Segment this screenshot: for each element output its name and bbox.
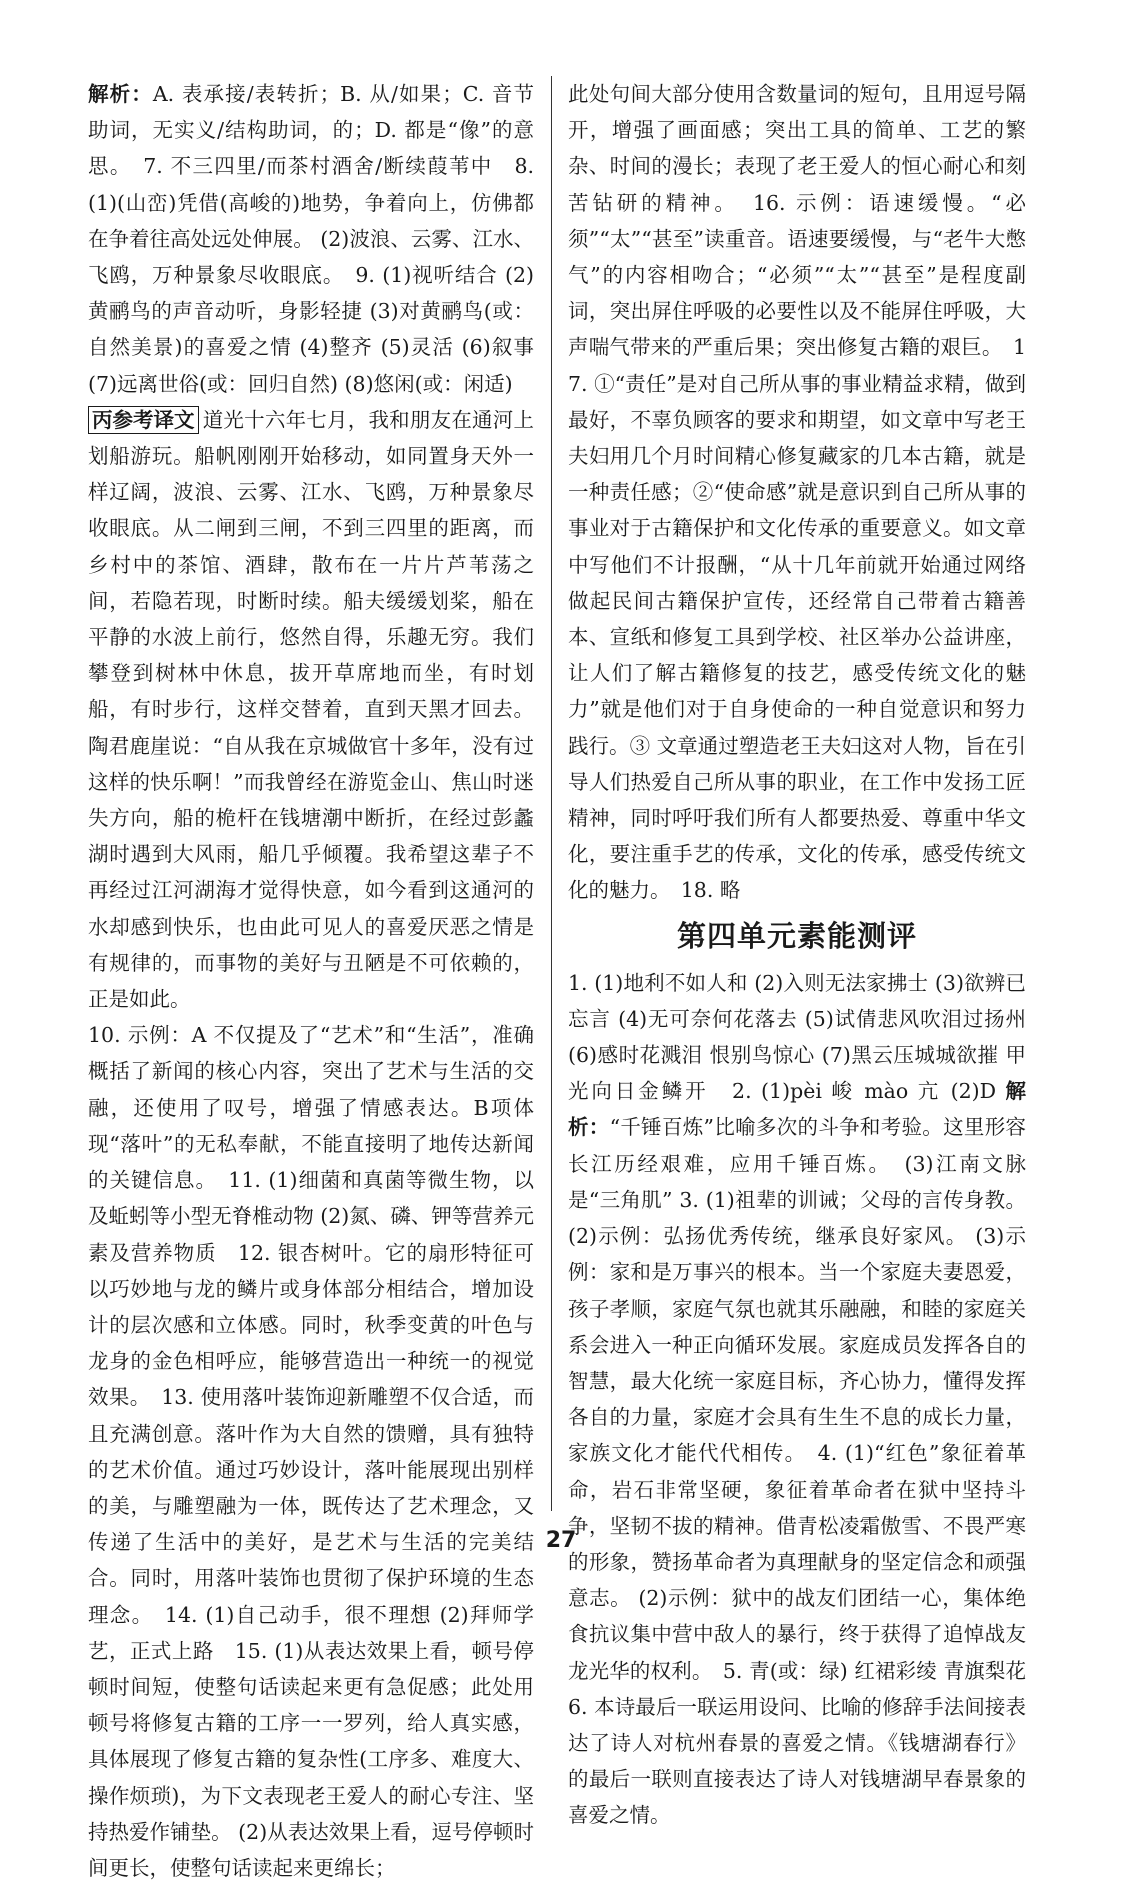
answer-9: 9. (1)视听结合 (2)黄鹂鸟的声音动听，身影轻捷 (3)对黄鹂鸟(或：自然美景)的喜爱之情 (4)整齐 (5)灵活 (6)叙事 (7)远离世俗(或：回归自然) (8)悠闲(或：闲适) — [88, 263, 535, 396]
unit-answer-block — [568, 965, 1026, 1834]
unit-answer-1: 1. (1)地利不如人和 (2)入则无法家拂士 (3)欲辨已忘言 (4)无可奈何花落去 (5)试倩悲风吹泪过扬州 (6)感时花溅泪 恨别鸟惊心 (7)黑云压城城欲摧 甲光向日金鳞开 — [568, 970, 1026, 1104]
unit-answer-4: 4. (1)“红色”象征着革命，岩石非常坚硬，象征着革命者在狱中坚持斗争，坚韧不拔的精神。借青松凌霜傲雪、不畏严寒的形象，赞扬革命者为真理献身的坚定信念和顽强意志。 (2)示例：狱中的战友们团结一心，集体绝食抗议集中营中敌人的暴行，终于获得了追悼战友龙光华的权利。 — [568, 1441, 1027, 1683]
answer-14: 14. (1)自己动手，很不理想 (2)拜师学艺，正式上路 — [88, 1602, 534, 1663]
section-title: 第四单元素能测评 — [676, 918, 917, 953]
unit-answer-3: 3. (1)祖辈的训诫；父母的言传身教。 (2)示例：弘扬优秀传统，继承良好家风。 (3)示例：家和是万事兴的根本。当一个家庭夫妻恩爱，孩子孝顺，家庭气氛也就其乐融融，和睦的家庭关系会进入一种正向循环发展。家庭成员发挥各自的智慧，最大化统一家庭目标，齐心协力，懂得发挥各自的力量，家庭才会具有生生不息的成长力量，家族文化才能代代相传。 — [568, 1187, 1026, 1466]
answer-15-continued: 此处句间大部分使用含数量词的短句，且用逗号隔开，增强了画面感；突出工具的简单、工艺的繁杂、时间的漫长；表现了老王爱人的恒心耐心和刻苦钻研的精神。 — [568, 82, 1026, 215]
answer-17: 17. ①“责任”是对自己所从事的事业精益求精，做到最好，不辜负顾客的要求和期望，如文章中写老王夫妇用几个月时间精心修复藏家的几本古籍，就是一种责任感；②“使命感”就是意识到自己所从事的事业对于古籍保护和文化传承的重要意义。如文章中写他们不计报酬，“从十几年前就开始通过网络做起民间古籍保护宣传，还经常自己带着古籍善本、宣纸和修复工具到学校、社区举办公益讲座，让人们了解古籍修复的技艺，感受传统文化的魅力”就是他们对于自身使命的一种自觉意识和努力践行。③ 文章通过塑造老王夫妇这对人物，旨在引导人们热爱自己所从事的职业，在工作中发扬工匠精神，同时呼吁我们所有人都要热爱、尊重中华文化，要注重手艺的传承，文化的传承，感受传统文化的魅力。 — [568, 335, 1027, 903]
right-column — [568, 76, 1026, 1834]
answer-block-analysis — [88, 76, 534, 402]
analysis-text: A. 表承接/表转折；B. 从/如果；C. 音节助词，无实义/结构助词，的；D. 都是“像”的意思。 — [88, 82, 534, 179]
unit-answer-6: 6. 本诗最后一联运用设问、比喻的修辞手法间接表达了诗人对杭州春景的喜爱之情。《钱塘湖春行》的最后一联则直接表达了诗人对钱塘湖早春景象的喜爱之情。 — [568, 1694, 1026, 1828]
answer-7: 7. 不三四里/而茶村酒舍/断续葭苇中 — [143, 154, 493, 179]
translation-block — [88, 402, 534, 1017]
translation-text: 道光十六年七月，我和朋友在通河上划船游玩。船帆刚刚开始移动，如同置身天外一样辽阔，波浪、云雾、江水、飞鸥，万种景象尽收眼底。从二闸到三闸，不到三四里的距离，而乡村中的茶馆、酒肆，散布在一片片芦苇荡之间，若隐若现，时断时续。船夫缓缓划桨，船在平静的水波上前行，悠然自得，乐趣无穷。我们攀登到树林中休息，拔开草席地而坐，有时划船，有时步行，这样交替着，直到天黑才回去。陶君鹿崖说：“自从我在京城做官十多年，没有过这样的快乐啊！”而我曾经在游览金山、焦山时迷失方向，船的桅杆在钱塘潮中断折，在经过彭蠡湖时遇到大风雨，船几乎倾覆。我希望这辈子不再经过江河湖海才觉得快意，如今看到这通河的水却感到快乐，也由此可见人的喜爱厌恶之情是有规律的，而事物的美好与丑陋是不可依赖的，正是如此。 — [88, 407, 534, 1012]
unit-answer-2-analysis: “千锤百炼”比喻多次的斗争和考验。这里形容长江历经艰难，应用千锤百炼。 — [568, 1115, 1026, 1176]
answer-block-15-18 — [568, 76, 1026, 909]
translation-tag: 丙参考译文 — [88, 406, 199, 434]
answer-16: 16. 示例：语速缓慢。“必须”“太”“甚至”读重音。语速要缓慢，与“老牛大憋气”的内容相吻合；“必须”“太”“甚至”是程度副词，突出屏住呼吸的必要性以及不能屏住呼吸，大声喘气带来的严重后果；突出修复古籍的艰巨。 — [568, 190, 1027, 360]
page-number: 27 — [545, 1528, 577, 1553]
answer-15: 15. (1)从表达效果上看，顿号停顿时间短，使整句话读起来更有急促感；此处用顿号将修复古籍的工序一一罗列，给人真实感，具体展现了修复古籍的复杂性(工序多、难度大、操作烦琐)，为下文表现老王爱人的耐心专注、坚持热爱作铺垫。 (2)从表达效果上看，逗号停顿时间更长，使整句话读起来更绵长； — [88, 1638, 535, 1880]
answer-10: 10. 示例：A 不仅提及了“艺术”和“生活”，准确概括了新闻的核心内容，突出了艺术与生活的交融，还使用了叹号，增强了情感表达。B项体现“落叶”的无私奉献，不能直接明了地传达新闻的关键信息。 — [88, 1023, 534, 1193]
answer-12: 12. 银杏树叶。它的扇形特征可以巧妙地与龙的鳞片或身体部分相结合，增加设计的层次感和立体感。同时，秋季变黄的叶色与龙身的金色相呼应，能够营造出一种统一的视觉效果。 — [88, 1240, 535, 1410]
unit-answer-2-analysis-label: 解析： — [568, 1079, 1027, 1140]
analysis-label: 解析： — [88, 82, 153, 106]
answer-11: 11. (1)细菌和真菌等微生物，以及蚯蚓等小型无脊椎动物 (2)氮、磷、钾等营养元素及营养物质 — [88, 1168, 535, 1265]
unit-answer-2-part-3: (3)江南文脉是“三角肌” — [568, 1151, 1027, 1212]
answer-8: 8. (1)(山峦)凭借(高峻的)地势，争着向上，仿佛都在争着往高处远处伸展。 (2)波浪、云雾、江水、飞鸥，万种景象尽收眼底。 — [88, 154, 535, 288]
unit-answer-2: 2. (1)pèi 峻 mào 亢 (2)D — [732, 1079, 997, 1104]
unit-answer-5: 5. 青(或：绿) 红裙彩绫 青旗梨花 — [722, 1658, 1027, 1683]
answer-18: 18. 略 — [680, 878, 741, 903]
column-divider — [551, 76, 552, 1511]
left-column — [88, 76, 534, 1886]
answer-13: 13. 使用落叶装饰迎新雕塑不仅合适，而且充满创意。落叶作为大自然的馈赠，具有独特的艺术价值。通过巧妙设计，落叶能展现出别样的美，与雕塑融为一体，既传达了艺术理念，又传递了生活中的美好，是艺术与生活的完美结合。同时，用落叶装饰也贯彻了保护环境的生态理念。 — [88, 1385, 535, 1627]
answer-block-10-15 — [88, 1017, 534, 1886]
